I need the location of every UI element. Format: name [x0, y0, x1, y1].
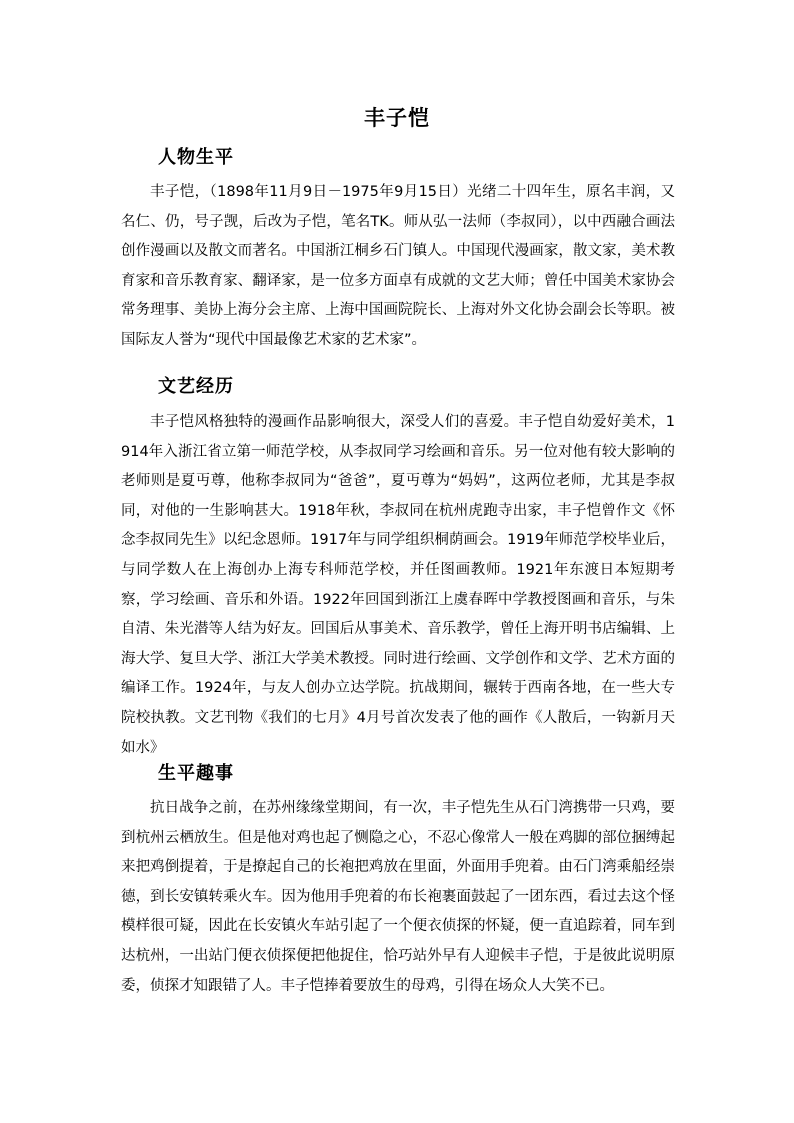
document-title: 丰子恺 [364, 106, 430, 130]
section-body-biography: 丰子恺，（1898年11月9日－1975年9月15日）光绪二十四年生，原名丰润，又名仁、仍，号子觊，后改为子恺，笔名TK。师从弘一法师（李叔同），以中西融合画法创作漫画以及散文而著名。中国浙江桐乡石门镇人。中国现代漫画家，散文家，美术教育家和音乐教育家、翻译家，是一位多方面卓有成就的文艺大师；曾任中国美术家协会常务理事、美协上海分会主席、上海中国画院院长、上海对外文化协会副会长等职。被国际友人誉为“现代中国最像艺术家的艺术家”。 [121, 184, 675, 348]
section-body-career: 丰子恺风格独特的漫画作品影响很大，深受人们的喜爱。丰子恺自幼爱好美术，1914年入浙江省立第一师范学校，从李叔同学习绘画和音乐。另一位对他有较大影响的老师则是夏丏尊，他称李叔同为“爸爸”，夏丏尊为“妈妈”，这两位老师，尤其是李叔同，对他的一生影响甚大。1918年秋，李叔同在杭州虎跑寺出家，丰子恺曾作文《怀念李叔同先生》以纪念恩师。1917年与同学组织桐荫画会。1919年师范学校毕业后，与同学数人在上海创办上海专科师范学校，并任图画教师。1921年东渡日本短期考察，学习绘画、音乐和外语。1922年回国到浙江上虞春晖中学教授图画和音乐，与朱自清、朱光潜等人结为好友。回国后从事美术、音乐教学，曾任上海开明书店编辑、上海大学、复旦大学、浙江大学美术教授。同时进行绘画、文学创作和文学、艺术方面的编译工作。1924年，与友人创办立达学院。抗战期间，辗转于西南各地，在一些大专院校执教。文艺刊物《我们的七月》4月号首次发表了他的画作《人散后，一钩新月天如水》 [121, 414, 675, 756]
section-heading-career: 文艺经历 [158, 376, 234, 397]
section-heading-anecdote: 生平趣事 [158, 763, 234, 784]
section-heading-biography: 人物生平 [158, 147, 234, 168]
section-body-anecdote: 抗日战争之前，在苏州缘缘堂期间，有一次，丰子恺先生从石门湾携带一只鸡，要到杭州云栖放生。但是他对鸡也起了恻隐之心，不忍心像常人一般在鸡脚的部位捆缚起来把鸡倒提着，于是撩起自己的长袍把鸡放在里面，外面用手兜着。由石门湾乘船经崇德，到长安镇转乘火车。因为他用手兜着的布长袍裹面鼓起了一团东西，看过去这个怪模样很可疑，因此在长安镇火车站引起了一个便衣侦探的怀疑，便一直追踪着，同车到达杭州，一出站门便衣侦探便把他捉住，恰巧站外早有人迎候丰子恺，于是彼此说明原委，侦探才知跟错了人。丰子恺捧着要放生的母鸡，引得在场众人大笑不已。 [121, 800, 675, 994]
